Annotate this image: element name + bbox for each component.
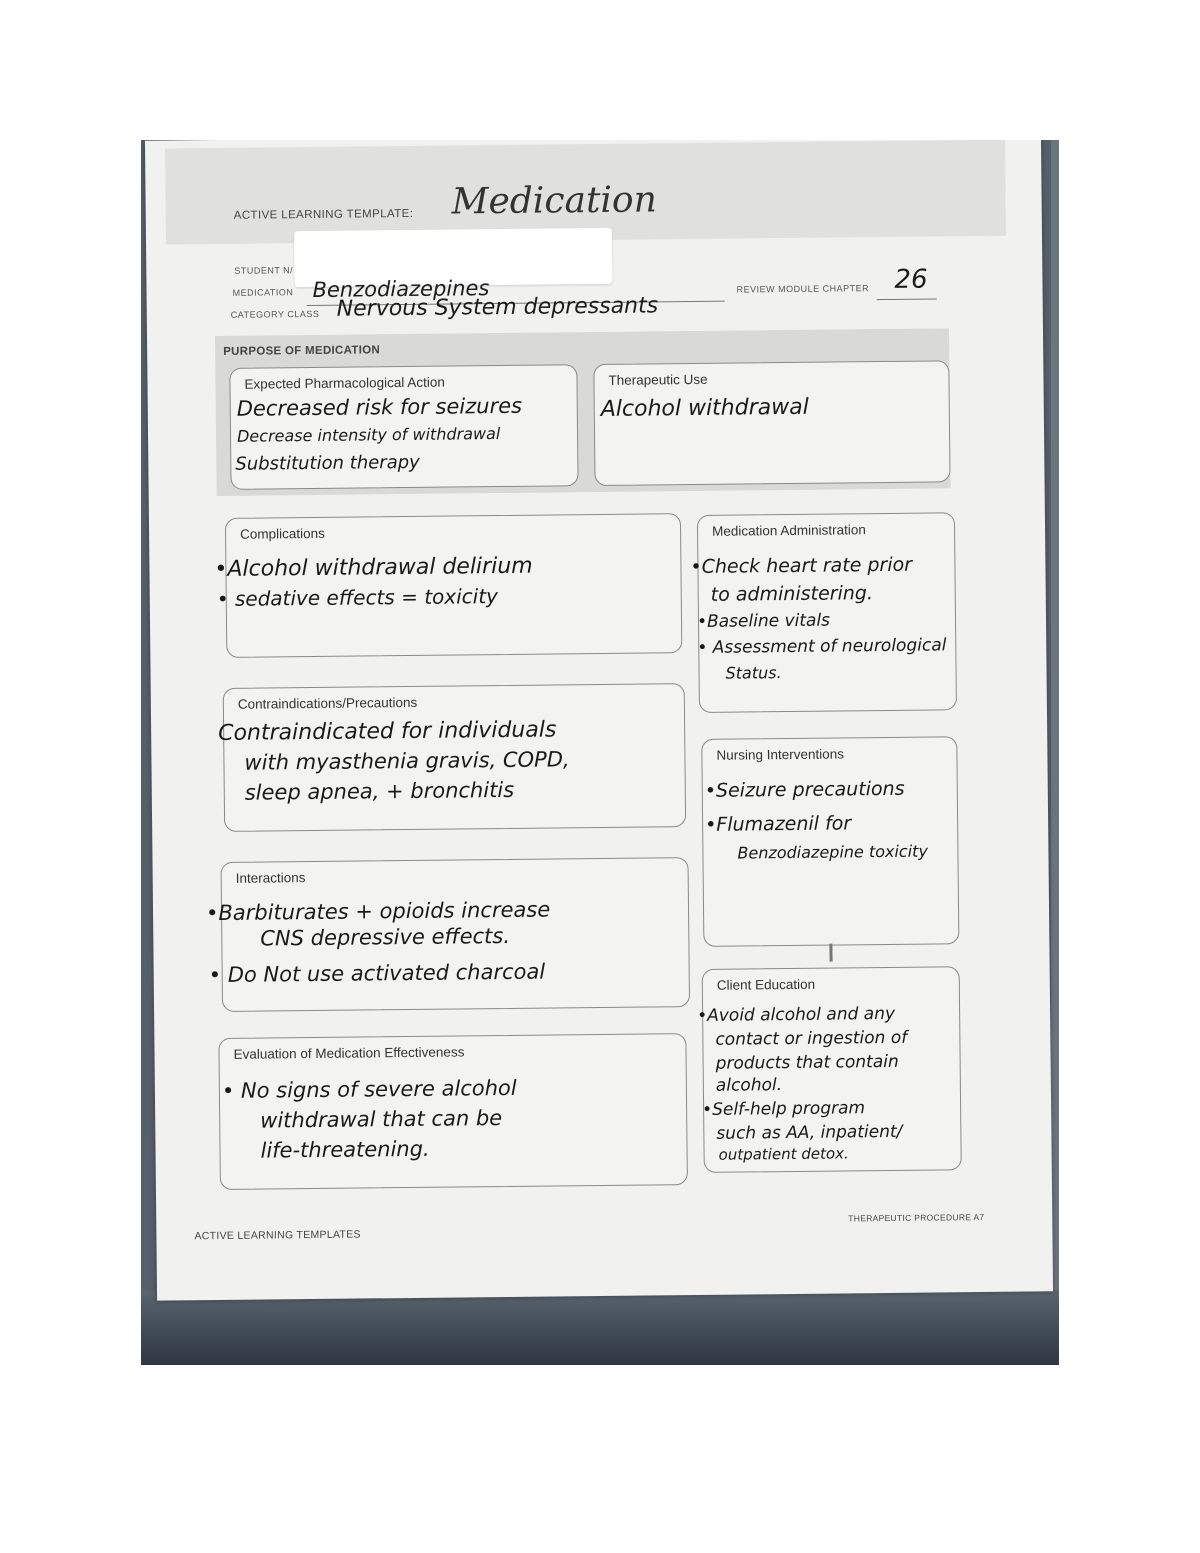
medication-value: Benzodiazepines [312,276,490,302]
contraindications-line-3: sleep apnea, + bronchitis [244,777,515,805]
therapeutic-use-title: Therapeutic Use [608,371,708,388]
interactions-box [205,857,691,1012]
med-admin-line-5: Status. [725,663,782,683]
worksheet-page [145,140,1053,1301]
template-label: ACTIVE LEARNING TEMPLATE: [233,207,414,222]
med-admin-line-4: • Assessment of neurological [697,635,947,658]
med-admin-line-3: •Baseline vitals [696,610,831,632]
education-line-3: products that contain [715,1051,899,1074]
complications-line-1: •Alcohol withdrawal delirium [214,553,533,583]
nursing-line-1: •Seizure precautions [704,777,905,802]
medication-label: MEDICATION [232,287,294,298]
contraindications-title: Contraindications/Precautions [237,694,418,712]
education-line-1: •Avoid alcohol and any [697,1003,896,1026]
evaluation-line-3: life-threatening. [260,1136,430,1163]
education-line-5: •Self-help program [702,1098,866,1120]
medication-administration-box [690,512,957,713]
client-education-box [697,966,962,1173]
category-value: Nervous System depressants [336,293,659,322]
therapeutic-use-box [593,360,950,486]
education-line-7: outpatient detox. [718,1144,849,1164]
student-name-label: STUDENT N/ [234,265,294,276]
complications-title: Complications [239,525,325,542]
evaluation-line-1: • No signs of severe alcohol [221,1075,517,1103]
complications-box [214,513,682,658]
client-education-title: Client Education [716,976,816,993]
med-admin-line-2: to administering. [710,582,874,606]
footer-right: THERAPEUTIC PROCEDURE A7 [848,1211,985,1224]
photo-background [141,140,1059,1365]
therapeutic-use-line-1: Alcohol withdrawal [600,394,809,422]
complications-line-2: • sedative effects = toxicity [216,584,499,611]
connector-line [829,944,832,962]
interactions-line-1: •Barbiturates + opioids increase [205,897,551,926]
expected-action-line-1: Decreased risk for seizures [236,393,523,421]
template-title: Medication [451,179,658,223]
background-edge [1051,140,1059,1365]
interactions-line-2: CNS depressive effects. [260,923,511,951]
evaluation-line-2: withdrawal that can be [260,1106,503,1133]
expected-action-line-3: Substitution therapy [235,451,420,475]
category-label: CATEGORY CLASS [230,308,320,320]
interactions-line-3: • Do Not use activated charcoal [208,959,546,988]
med-admin-line-1: •Check heart rate prior [690,553,913,579]
purpose-label: PURPOSE OF MEDICATION [223,344,381,358]
evaluation-box [218,1033,688,1190]
nursing-line-3: Benzodiazepine toxicity [737,841,928,863]
contraindications-line-1: Contraindicated for individuals [218,717,557,746]
expected-action-title: Expected Pharmacological Action [244,374,445,392]
nursing-interventions-title: Nursing Interventions [716,746,845,763]
interactions-title: Interactions [235,870,306,886]
nursing-interventions-box [701,736,959,947]
contraindications-box [218,683,686,832]
education-line-2: contact or ingestion of [715,1027,908,1050]
review-module-label: REVIEW MODULE CHAPTER [736,283,870,295]
expected-action-line-2: Decrease intensity of withdrawal [236,424,501,446]
expected-action-box [229,364,578,490]
photo-bottom-surface [141,1290,1059,1365]
contraindications-line-2: with myasthenia gravis, COPD, [244,747,570,775]
footer-left: ACTIVE LEARNING TEMPLATES [194,1228,361,1243]
education-line-4: alcohol. [715,1075,783,1096]
nursing-line-2: •Flumazenil for [705,812,852,836]
education-line-6: such as AA, inpatient/ [716,1121,903,1144]
review-module-value: 26 [894,264,928,295]
evaluation-title: Evaluation of Medication Effectiveness [233,1044,465,1062]
medication-administration-title: Medication Administration [711,522,866,539]
